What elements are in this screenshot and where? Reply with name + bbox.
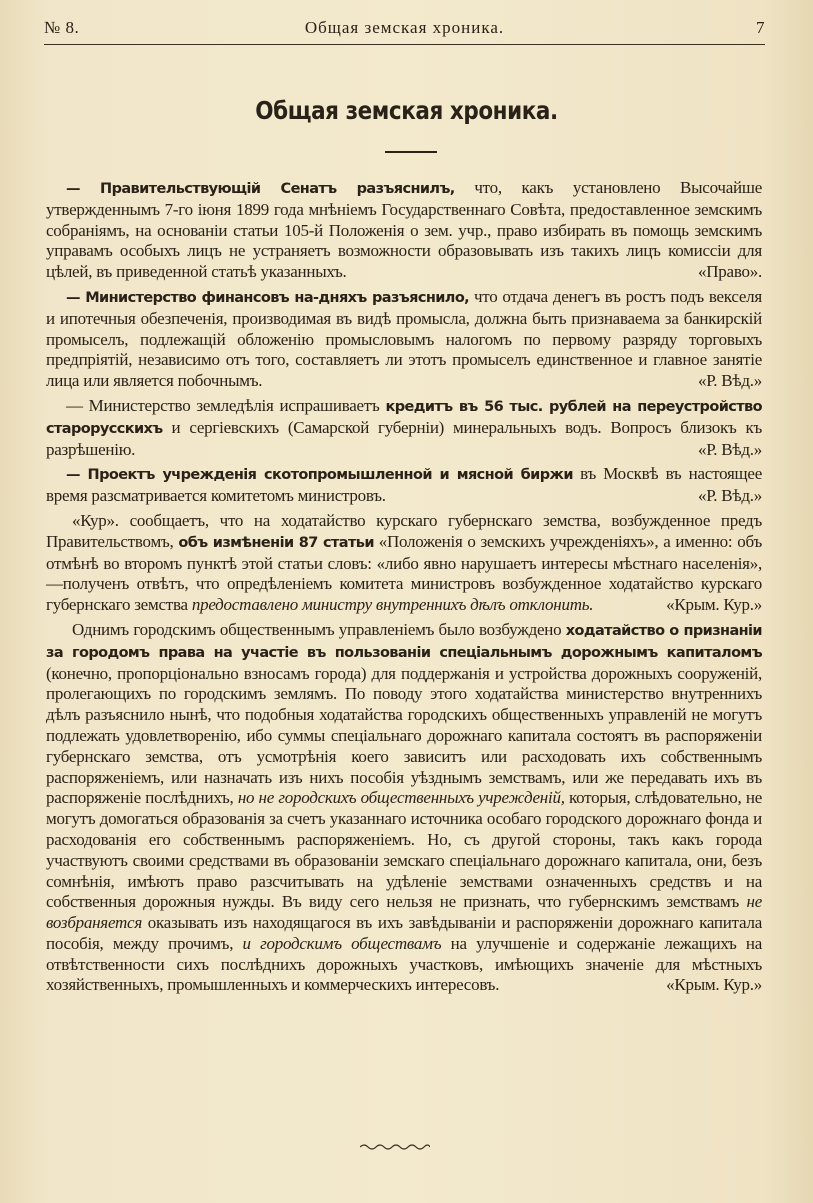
item-lead-bold: — Проектъ учрежденія скотопромышленной и мясной биржи bbox=[66, 467, 573, 484]
section-title: Общая земская хроника. bbox=[255, 96, 558, 125]
item-text: что, какъ установлено Высочайше утвержденнымъ 7-го іюня 1899 года мнѣніемъ Государственнаго Совѣта, предоставленное земскимъ собраніямъ, на основаніи статьи 105-й Положенія о зем. учр., право избирать въ помощь земскимъ управамъ особыхъ лицъ не устраняетъ возможности образовывать изъ такихъ лицъ комиссіи для цѣлей, въ приведенной статьѣ указанныхъ. bbox=[46, 178, 762, 282]
item-text: на улучшеніе и содержаніе лежащихъ на отвѣтственности сихъ послѣднихъ дорожныхъ участковъ, имѣющихъ значеніе для мѣстныхъ хозяйственныхъ, промышленныхъ и коммерческихъ интересовъ. bbox=[46, 933, 762, 995]
item-source: «Крым. Кур.» bbox=[666, 595, 762, 615]
news-item bbox=[46, 620, 762, 996]
item-lead: Однимъ городскимъ общественнымъ управленіемъ было возбуждено bbox=[72, 619, 566, 639]
item-lead-bold: кредитъ въ 56 тыс. рублей на переустройство старорусскихъ bbox=[46, 398, 762, 437]
item-italic: и городскимъ обществамъ bbox=[242, 933, 442, 953]
issue-number: № 8. bbox=[44, 18, 80, 37]
item-source: «Р. Вѣд.» bbox=[697, 439, 762, 459]
news-item bbox=[46, 396, 762, 460]
news-item bbox=[46, 464, 762, 507]
item-italic: не возбраняется bbox=[46, 892, 762, 933]
item-text: и сергіевскихъ (Самарской губерніи) минеральныхъ водъ. Вопросъ близокъ къ разрѣшенію. bbox=[46, 417, 762, 459]
item-text: (конечно, пропорціонально взносамъ города) для поддержанія и устройства дорожныхъ сооруженій, пролегающихъ по городскимъ землямъ. По поводу этого ходатайства министерство внутреннихъ дѣлъ разъяснило нынѣ, что подобныя ходатайства городскихъ общественныхъ управленій не могутъ подлежать удовлетворенію, ибо суммы спеціальнаго дорожнаго капитала состоятъ въ распоряженіи губернскаго земства, отъ усмотрѣнія коего зависитъ или расходовать ихъ собственнымъ распоряженіемъ, или назначать изъ нихъ пособія уѣзднымъ земствамъ, или же передавать ихъ въ распоряженіе послѣднихъ, bbox=[46, 663, 762, 808]
item-text: что отдача денегъ въ ростъ подъ векселя и ипотечныя обезпеченія, производимая въ видѣ промысла, должна быть признаваема за банкирскій промыселъ, подлежащій обложенію промысловымъ налогомъ по первому разряду торговыхъ предпріятій, независимо отъ того, составляетъ ли этотъ промыселъ единственное и главное занятіе лица или является побочнымъ. bbox=[46, 286, 762, 391]
item-text: которыя, слѣдовательно, не могутъ домогаться образованія за счетъ указаннаго источника особаго городского дорожнаго фонда и расходованія его собственнымъ распоряженіемъ. Но, съ другой стороны, такъ какъ города участвуютъ своими средствами въ образованіи земскаго спеціальнаго дорожнаго капитала, они, безъ сомнѣнія, имѣютъ право разсчитывать на удѣленіе земствами означенныхъ средствъ и на собственныя дорожныя нужды. Въ виду сего нельзя не признать, что губернскимъ земствамъ bbox=[46, 788, 762, 912]
item-source: «Право». bbox=[698, 262, 762, 282]
running-header bbox=[44, 18, 765, 45]
item-lead-bold: — Министерство финансовъ на-дняхъ разъяснило, bbox=[66, 289, 470, 306]
article-body bbox=[46, 178, 762, 1000]
item-source: «Р. Вѣд.» bbox=[697, 371, 762, 391]
item-italic: предоставлено министру внутреннихъ дѣлъ отклонить. bbox=[191, 595, 594, 615]
item-source: «Р. Вѣд.» bbox=[697, 486, 762, 506]
title-rule bbox=[385, 151, 437, 153]
item-text: въ Москвѣ въ настоящее время разсматривается комитетомъ министровъ. bbox=[46, 464, 762, 506]
news-item bbox=[46, 511, 762, 616]
item-lead: — Министерство земледѣлія испрашиваетъ bbox=[66, 395, 386, 415]
closing-ornament bbox=[360, 1143, 430, 1151]
item-lead-bold: — Правительствующій Сенатъ разъяснилъ, bbox=[66, 181, 455, 197]
item-italic: но не городскихъ общественныхъ учрежденій, bbox=[237, 788, 565, 808]
item-lead: «Кур». сообщаетъ, что на ходатайство курскаго губернскаго земства, возбужденное предъ Правительствомъ, bbox=[46, 510, 762, 551]
news-item bbox=[46, 287, 762, 392]
item-source: «Крым. Кур.» bbox=[666, 975, 762, 995]
item-lead-bold: ходатайство о признаніи за городомъ права на участіе въ пользованіи спеціальнымъ дорожнымъ капиталомъ bbox=[46, 622, 762, 661]
page-number: 7 bbox=[756, 18, 765, 37]
item-text: оказывать изъ находящагося въ ихъ завѣдываніи и распоряженіи дорожнаго капитала пособія, между прочимъ, bbox=[46, 913, 762, 953]
running-title: Общая земская хроника. bbox=[304, 18, 505, 37]
news-item bbox=[46, 178, 762, 283]
item-text: «Положенія о земскихъ учрежденіяхъ», а именно: объ отмѣнѣ во второмъ пунктѣ этой статьи словъ: «либо явно нарушаетъ интересы мѣстнаго населенія»,—полученъ отвѣтъ, что опредѣленіемъ комитета министровъ возбужденное ходатайство курскаго губернскаго земства bbox=[46, 531, 762, 615]
item-lead-bold: объ измѣненіи 87 статьи bbox=[178, 534, 374, 551]
